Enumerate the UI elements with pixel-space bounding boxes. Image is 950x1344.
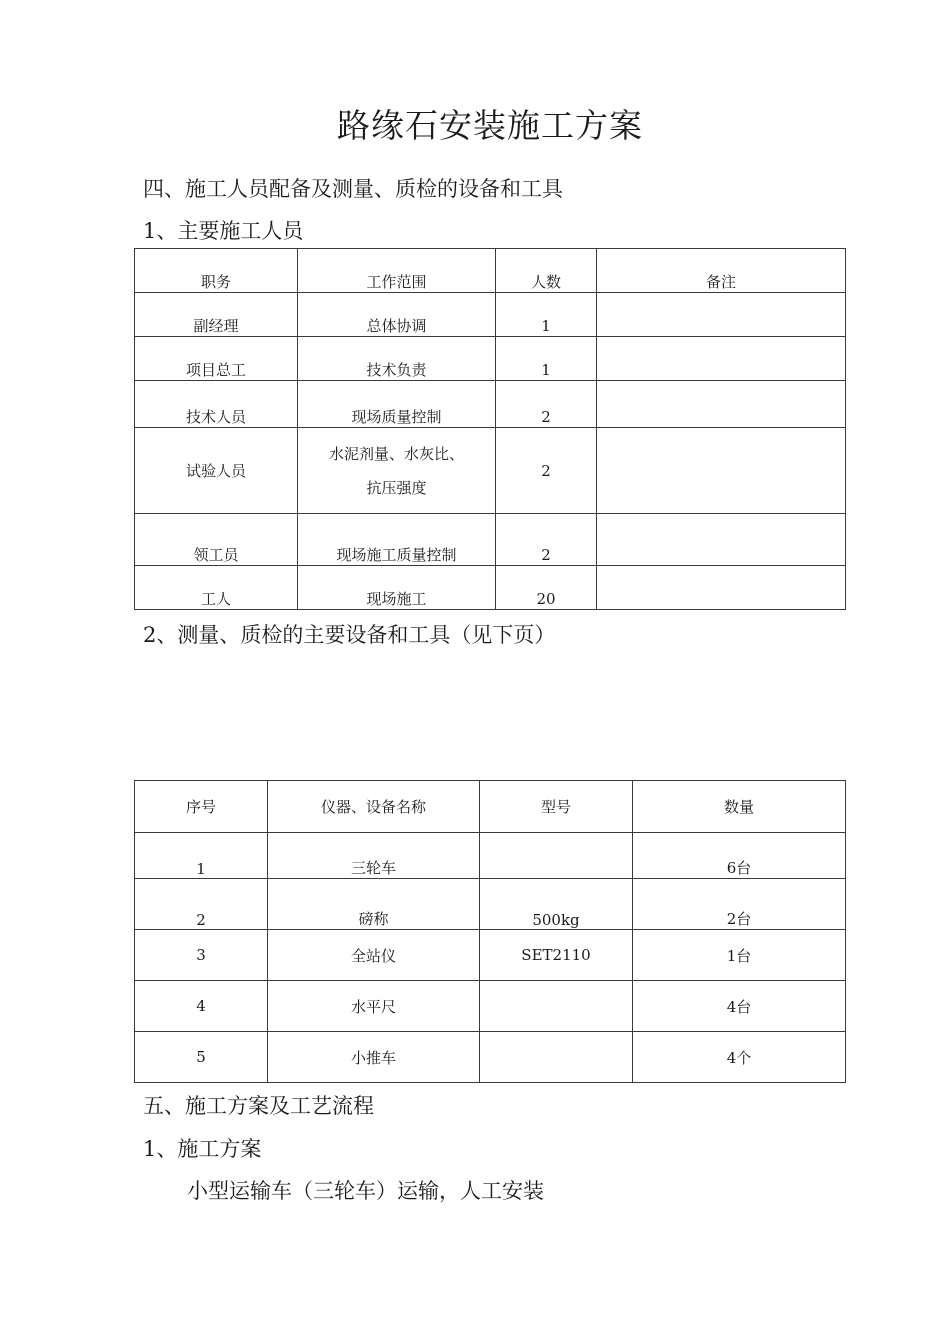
scope-cell: 现场施工质量控制 (298, 514, 496, 566)
table-row (135, 514, 846, 566)
table-row (135, 1032, 846, 1083)
count-cell: 1 (496, 337, 597, 381)
count-cell: 20 (496, 566, 597, 610)
header-cell: 工作范围 (298, 249, 496, 293)
count-cell: 2 (496, 428, 597, 514)
model-cell: 500kg (480, 879, 633, 930)
count-cell: 2 (496, 514, 597, 566)
plan-paragraph: 小型运输车（三轮车）运输，人工安装 (187, 1179, 544, 1203)
table-row (135, 833, 846, 879)
note-cell (597, 514, 846, 566)
count-cell: 2 (496, 381, 597, 428)
equipment-table (134, 780, 846, 1083)
note-cell (597, 381, 846, 428)
section-4-heading: 四、施工人员配备及测量、质检的设备和工具 (143, 177, 563, 201)
equipment-name-cell: 三轮车 (268, 833, 480, 879)
model-cell (480, 833, 633, 879)
quantity-cell: 2台 (633, 879, 846, 930)
role-cell: 技术人员 (135, 381, 298, 428)
number-cell: 4 (135, 981, 268, 1032)
scope-cell: 现场施工 (298, 566, 496, 610)
scope-cell: 水泥剂量、水灰比、 抗压强度 (298, 428, 496, 514)
count-cell: 1 (496, 293, 597, 337)
model-cell (480, 1032, 633, 1083)
number-cell: 3 (135, 930, 268, 981)
subsection-equipment-heading: 2、测量、质检的主要设备和工具（见下页） (143, 623, 556, 647)
subsection-plan-heading: 1、施工方案 (143, 1137, 262, 1161)
table-header-row (135, 781, 846, 833)
header-cell: 职务 (135, 249, 298, 293)
scope-cell: 现场质量控制 (298, 381, 496, 428)
header-cell: 序号 (135, 781, 268, 833)
role-cell: 试验人员 (135, 428, 298, 514)
quantity-cell: 1台 (633, 930, 846, 981)
table-row (135, 981, 846, 1032)
note-cell (597, 337, 846, 381)
model-cell: SET2110 (480, 930, 633, 981)
note-cell (597, 428, 846, 514)
table-header-row (135, 249, 846, 293)
subsection-staff-heading: 1、主要施工人员 (143, 219, 304, 243)
quantity-cell: 4台 (633, 981, 846, 1032)
table-row (135, 428, 846, 514)
header-cell: 人数 (496, 249, 597, 293)
scope-cell: 总体协调 (298, 293, 496, 337)
number-cell: 5 (135, 1032, 268, 1083)
role-cell: 工人 (135, 566, 298, 610)
table-row (135, 293, 846, 337)
number-cell: 2 (135, 879, 268, 930)
note-cell (597, 293, 846, 337)
staff-table (134, 248, 846, 610)
table-row (135, 930, 846, 981)
model-cell (480, 981, 633, 1032)
section-5-heading: 五、施工方案及工艺流程 (143, 1094, 374, 1118)
equipment-name-cell: 磅称 (268, 879, 480, 930)
quantity-cell: 6台 (633, 833, 846, 879)
header-cell: 仪器、设备名称 (268, 781, 480, 833)
role-cell: 副经理 (135, 293, 298, 337)
header-cell: 备注 (597, 249, 846, 293)
equipment-name-cell: 水平尺 (268, 981, 480, 1032)
scope-cell: 技术负责 (298, 337, 496, 381)
role-cell: 项目总工 (135, 337, 298, 381)
table-row (135, 381, 846, 428)
table-row (135, 879, 846, 930)
header-cell: 数量 (633, 781, 846, 833)
number-cell: 1 (135, 833, 268, 879)
table-row (135, 566, 846, 610)
table-row (135, 337, 846, 381)
role-cell: 领工员 (135, 514, 298, 566)
note-cell (597, 566, 846, 610)
quantity-cell: 4个 (633, 1032, 846, 1083)
header-cell: 型号 (480, 781, 633, 833)
equipment-name-cell: 全站仪 (268, 930, 480, 981)
page-title: 路缘石安装施工方案 (337, 106, 643, 145)
equipment-name-cell: 小推车 (268, 1032, 480, 1083)
